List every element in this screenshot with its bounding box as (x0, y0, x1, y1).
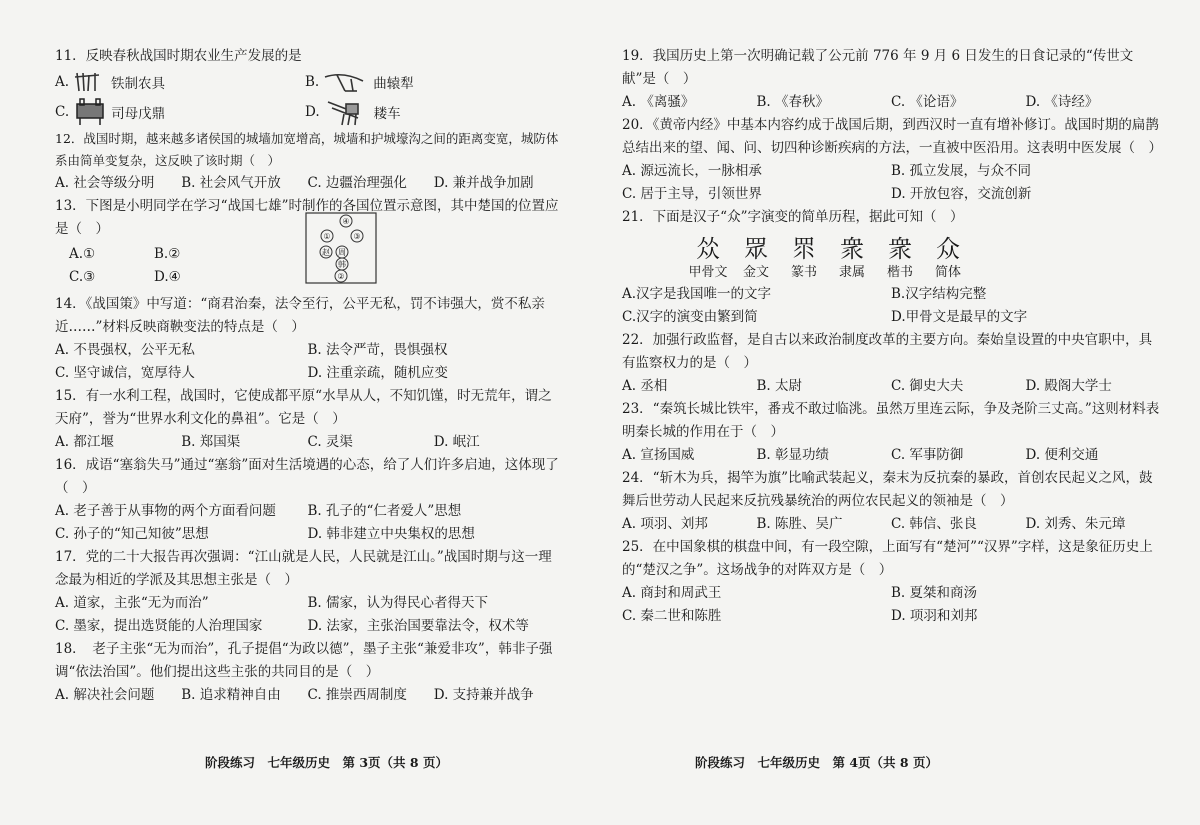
q16-option-a: A. 老子善于从事物的两个方面看问题 (55, 503, 276, 519)
q11-stem: 11．反映春秋战国时期农业生产发展的是 (55, 48, 302, 64)
q24-option-d: D. 刘秀、朱元璋 (1025, 516, 1126, 532)
glyph-simplified-char: 众 (936, 235, 960, 263)
q20-option-c: C. 居于主导，引领世界 (622, 186, 762, 202)
glyph-oracle-char: 𠈌 (696, 235, 720, 263)
q22-option-b: B. 太尉 (756, 378, 803, 394)
q11-b-letter: B. (305, 74, 320, 90)
q24-options (622, 513, 1160, 536)
q24-option-a: A. 项羽、刘邦 (622, 516, 708, 532)
q11-a-text: 铁制农具 (111, 76, 166, 92)
q21-option-d: D.甲骨文是最早的文字 (891, 309, 1028, 325)
q12-stem: 12．战国时期，越来越多诸侯国的城墙加宽增高，城墙和护城壕沟之间的距离变宽，城防体系由简单变复杂，这反映了该时期（ ） (55, 131, 559, 168)
q14-option-a: A. 不畏强权，公平无私 (55, 342, 195, 358)
q13-option-d: D.④ (154, 269, 181, 285)
q20-option-a: A. 源远流长，一脉相承 (622, 163, 762, 179)
map-label-2: ② (337, 272, 345, 281)
q17-stem: 17．党的二十大报告再次强调：“江山就是人民，人民就是江山。”战国时期与这一理念最为相近的学派及其思想主张是（ ） (55, 549, 552, 588)
q18-option-d: D. 支持兼并战争 (433, 687, 534, 703)
q12-option-c: C. 边疆治理强化 (307, 175, 407, 191)
q21-stem: 21．下面是汉子“众”字演变的简单历程，据此可知（ ） (622, 209, 964, 225)
q13-options (69, 243, 269, 289)
q15-options (55, 431, 560, 454)
q14-option-b: B. 法令严苛，畏惧强权 (307, 342, 448, 358)
q21-options (622, 283, 1160, 329)
q23-stem: 23．“秦筑长城比铁牢，番戎不敢过临洮。虽然万里连云际，争及尧阶三丈高。”这则材料表明秦长城的作用在于（ ） (622, 401, 1160, 440)
q22-option-c: C. 御史大夫 (891, 378, 964, 394)
q20-option-d: D. 开放包容，交流创新 (891, 186, 1032, 202)
q21-option-b: B.汉字结构完整 (891, 286, 987, 302)
q15-option-c: C. 灵渠 (307, 434, 353, 450)
q12-option-b: B. 社会风气开放 (181, 175, 281, 191)
glyph-simplified (924, 235, 972, 283)
q17-option-a: A. 道家，主张“无为而治” (55, 595, 209, 611)
q19-stem: 19．我国历史上第一次明确记载了公元前 776 年 9 月 6 日发生的日食记录的“传世文献”是（ ） (622, 48, 1134, 87)
q12-option-d: D. 兼并战争加剧 (433, 175, 534, 191)
q15-option-a: A. 都江堰 (55, 434, 114, 450)
glyph-clerical (828, 235, 876, 283)
q11-row-cd (55, 96, 560, 128)
q11-d-text: 耧车 (373, 106, 401, 122)
q20-stem: 20．《黄帝内经》中基本内容约成于战国后期，到西汉时一直有增补修订。战国时期的扁鹊总结出来的望、闻、问、切四种诊断疾病的方法，一直被中医沿用。这表明中医发展（ ） (622, 117, 1162, 156)
curved-plough-icon (323, 71, 369, 93)
glyph-regular-char: 衆 (888, 235, 912, 263)
ding-vessel-icon (73, 98, 107, 126)
glyph-seal (780, 235, 828, 283)
map-label-zhou: 周 (338, 248, 346, 257)
q22-stem: 22．加强行政监督，是自古以来政治制度改革的主要方向。秦始皇设置的中央官职中，具有监察权力的是（ ） (622, 332, 1153, 371)
q21-option-a: A.汉字是我国唯一的文字 (622, 286, 772, 302)
q14-stem: 14．《战国策》中写道：“商君治秦，法令至行，公平无私，罚不讳强大，赏不私亲近……”材料反映商鞅变法的特点是（ ） (55, 296, 545, 335)
q24-option-c: C. 韩信、张良 (891, 516, 977, 532)
q14-option-c: C. 坚守诚信，宽厚待人 (55, 365, 195, 381)
q24-stem: 24．“斩木为兵，揭竿为旗”比喻武装起义，秦末为反抗秦的暴政，首创农民起义之风，鼓舞后世劳动人民起来反抗残暴统治的两位农民起义的领袖是（ ） (622, 470, 1153, 509)
glyph-bronze-label: 金文 (742, 265, 769, 280)
glyph-clerical-label: 隶属 (838, 265, 865, 280)
iron-tools-icon (73, 71, 107, 93)
glyph-bronze-char: 眾 (744, 235, 768, 263)
q15-option-d: D. 岷江 (433, 434, 480, 450)
q17-option-c: C. 墨家，提出选贤能的人治理国家 (55, 618, 263, 634)
q24-option-b: B. 陈胜、吴广 (756, 516, 843, 532)
q16-option-d: D. 韩非建立中央集权的思想 (307, 526, 475, 542)
q22-options (622, 375, 1160, 398)
q25-option-a: A. 商封和周武王 (622, 585, 722, 601)
q16-option-c: C. 孙子的“知己知彼”思想 (55, 526, 209, 542)
q19-option-b: B. 《春秋》 (756, 94, 830, 110)
q15-stem: 15．有一水利工程，战国时，它使成都平原“水旱从人，不知饥馑，时无荒年，谓之天府”，誉为“世界水利文化的鼻祖”。它是（ ） (55, 388, 552, 427)
q23-option-d: D. 便利交通 (1025, 447, 1099, 463)
q25-stem: 25．在中国象棋的棋盘中间，有一段空隙，上面写有“楚河”“汉界”字样，这是象征历史上的“楚汉之争”。这场战争的对阵双方是（ ） (622, 539, 1153, 578)
map-label-4: ④ (342, 217, 350, 226)
q11-c-letter: C. (55, 104, 70, 120)
page-footer-left: 阶段练习 七年级历史 第 3页（共 8 页） (205, 755, 448, 770)
glyph-seal-label: 篆书 (790, 265, 817, 280)
glyph-bronze (732, 235, 780, 283)
q21-option-c: C.汉字的演变由繁到简 (622, 309, 758, 325)
q25-option-c: C. 秦二世和陈胜 (622, 608, 722, 624)
q17-options (55, 592, 560, 638)
glyph-clerical-char: 衆 (840, 235, 864, 263)
q12-options (55, 172, 560, 195)
q18-option-c: C. 推崇西周制度 (307, 687, 407, 703)
q23-option-c: C. 军事防御 (891, 447, 964, 463)
q17-option-b: B. 儒家，认为得民心者得天下 (307, 595, 489, 611)
q14-option-d: D. 注重亲疏，随机应变 (307, 365, 448, 381)
q22-option-a: A. 丞相 (622, 378, 668, 394)
q13-stem-tail: 是（ ） (55, 221, 109, 237)
q18-option-a: A. 解决社会问题 (55, 687, 155, 703)
q11-c-text: 司母戊鼎 (111, 106, 166, 122)
q19-option-a: A. 《离骚》 (622, 94, 695, 110)
q22-option-d: D. 殿阁大学士 (1025, 378, 1112, 394)
glyph-regular (876, 235, 924, 283)
q11-row-ab (55, 68, 560, 96)
q11-a-letter: A. (55, 74, 70, 90)
right-page (600, 0, 1200, 825)
q13-option-c: C.③ (69, 269, 96, 285)
glyph-seal-char: 眔 (792, 235, 816, 263)
map-label-zhao: 赵 (322, 248, 330, 257)
q16-stem: 16．成语“塞翁失马”通过“塞翁”面对生活境遇的心态，给了人们许多启迪，这体现了（ ） (55, 457, 559, 496)
q19-option-d: D. 《诗经》 (1025, 94, 1099, 110)
q20-options (622, 160, 1160, 206)
q17-option-d: D. 法家，主张治国要靠法令，权术等 (307, 618, 529, 634)
q11-d-letter: D. (305, 104, 320, 120)
q18-options (55, 684, 560, 707)
q16-options (55, 500, 560, 546)
q12-option-a: A. 社会等级分明 (55, 175, 155, 191)
q13-option-b: B.② (154, 246, 181, 262)
glyph-simplified-label: 简体 (934, 265, 961, 280)
map-label-han: 韩 (338, 260, 346, 269)
map-label-3: ③ (353, 232, 361, 241)
q25-options (622, 582, 1160, 628)
glyph-oracle-label: 甲骨文 (688, 265, 728, 280)
character-evolution-row (684, 235, 1160, 283)
q20-option-b: B. 孤立发展，与众不同 (891, 163, 1032, 179)
map-label-1: ① (323, 232, 331, 241)
q19-options (622, 91, 1160, 114)
warring-states-map (305, 212, 377, 284)
q19-option-c: C. 《论语》 (891, 94, 964, 110)
q14-options (55, 339, 560, 385)
q13-stem: 13．下图是小明同学在学习“战国七雄”时制作的各国位置示意图，其中楚国的位置应 (55, 198, 559, 214)
glyph-oracle (684, 235, 732, 283)
seed-drill-icon (324, 98, 370, 126)
q23-options (622, 444, 1160, 467)
glyph-regular-label: 楷书 (886, 265, 913, 280)
q16-option-b: B. 孔子的“仁者爱人”思想 (307, 503, 462, 519)
q13-block (55, 218, 560, 293)
q23-option-b: B. 彰显功绩 (756, 447, 830, 463)
page-footer-right: 阶段练习 七年级历史 第 4页（共 8 页） (695, 755, 938, 770)
q18-stem: 18． 老子主张“无为而治”，孔子提倡“为政以德”，墨子主张“兼爱非攻”，韩非子强调“依法治国”。他们提出这些主张的共同目的是（ ） (55, 641, 553, 680)
q18-option-b: B. 追求精神自由 (181, 687, 281, 703)
q23-option-a: A. 宣扬国威 (622, 447, 695, 463)
q25-option-b: B. 夏桀和商汤 (891, 585, 978, 601)
q13-option-a: A.① (69, 246, 96, 262)
q11-b-text: 曲辕犁 (373, 76, 414, 92)
q15-option-b: B. 郑国渠 (181, 434, 241, 450)
q25-option-d: D. 项羽和刘邦 (891, 608, 978, 624)
